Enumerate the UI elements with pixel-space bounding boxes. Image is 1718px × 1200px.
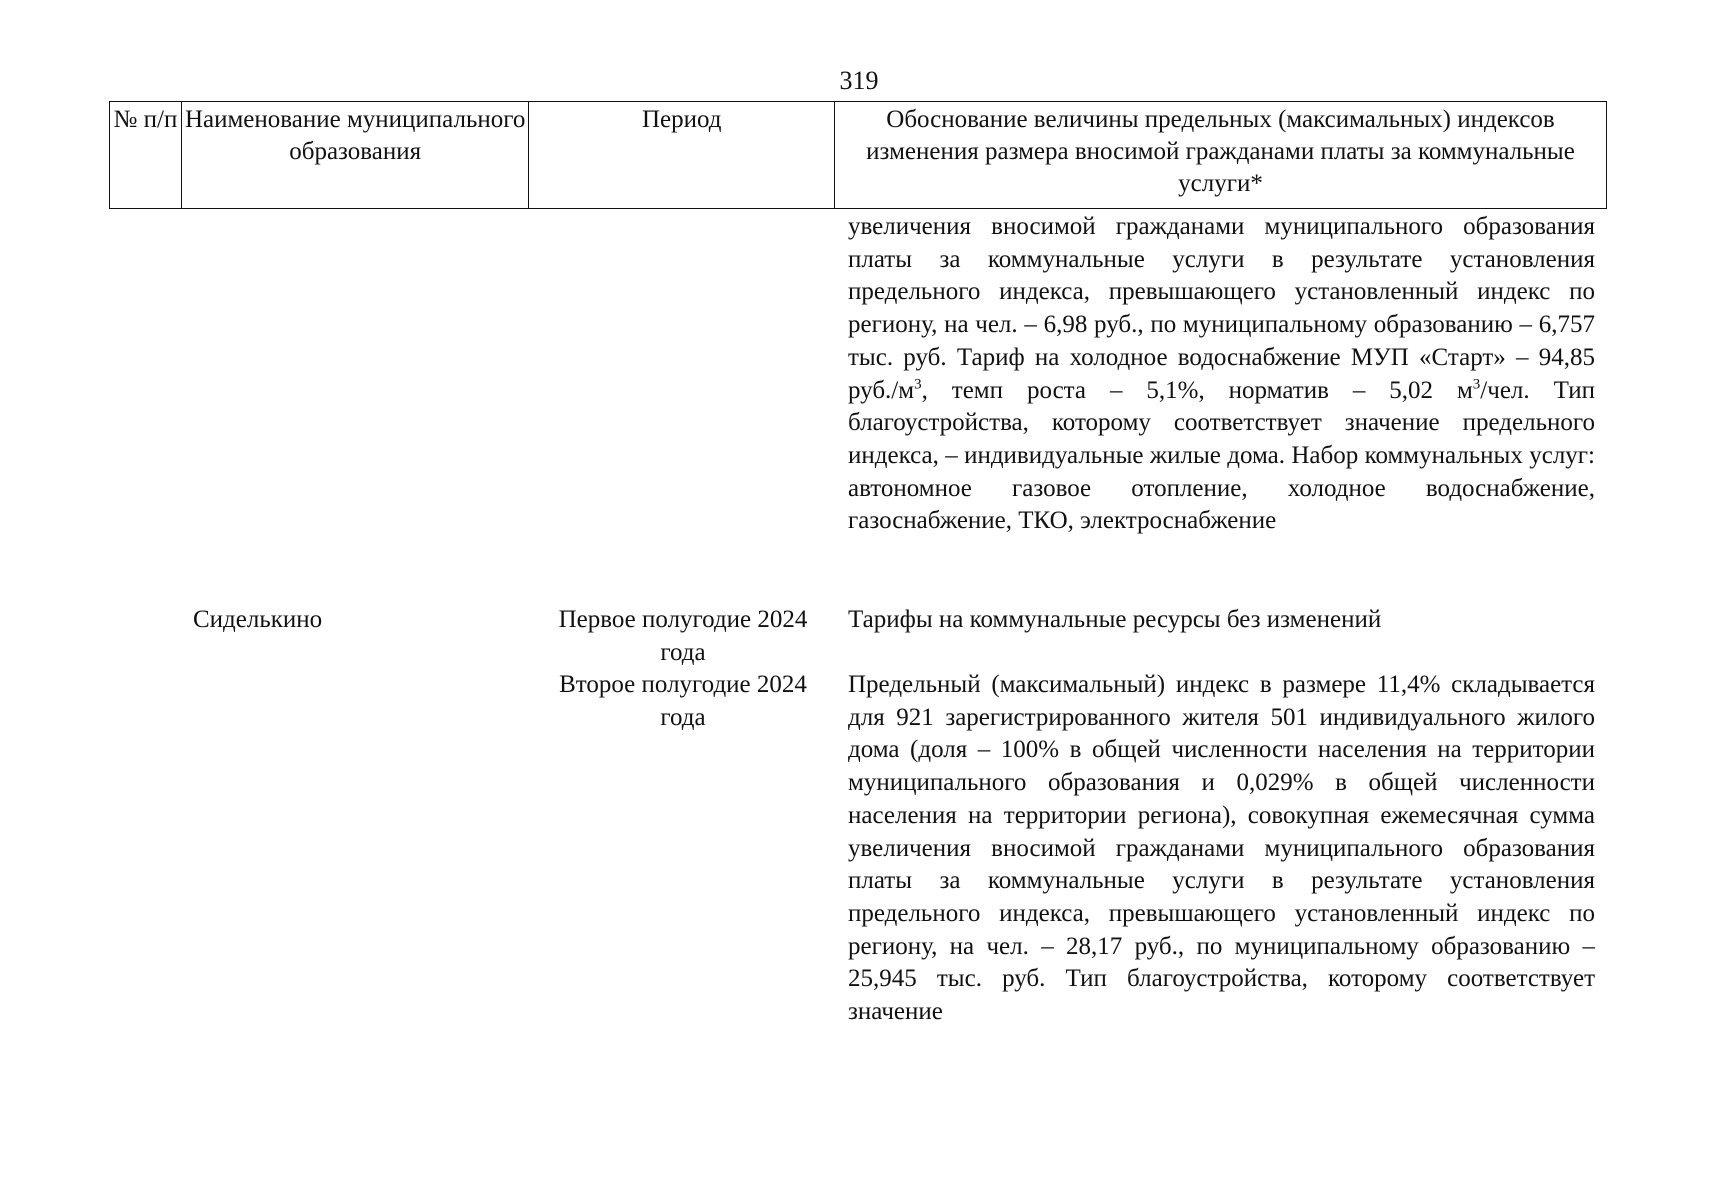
justification-first-half-text: Тарифы на коммунальные ресурсы без изменений bbox=[848, 606, 1382, 633]
table-header bbox=[109, 101, 1607, 209]
header-justification: Обоснование величины предельных (максимальных) индексов изменения размера вносимой гражданами платы за коммунальные услуги* bbox=[866, 106, 1575, 197]
justification-second-half bbox=[848, 669, 1595, 1029]
continuation-paragraph: увеличения вносимой гражданами муниципального образования платы за коммунальные услуги в результате установления предельного индекса, превышающего установленный индекс по региону, на чел. – 6,98 руб., по муниципальному образованию – 6,757 тыс. руб. Тариф на холодное водоснабжение МУП «Старт» – 94,85 $руб./м^3$, темп роста – 5,1%, норматив – 5,02 $м^3$/чел. Тип благоустройства, которому соответствует значение предельного индекса, – индивидуальные жилые дома. Набор коммунальных услуг: автономное газовое отопление, холодное водоснабжение, газоснабжение, ТКО, электроснабжение bbox=[848, 213, 1595, 535]
justification-first-half bbox=[848, 604, 1595, 637]
period-first-half: Первое полугодие 2024 года bbox=[558, 606, 808, 666]
municipality-name: Сиделькино bbox=[193, 606, 323, 633]
justification-second-half-text: Предельный (максимальный) индекс в размере 11,4% складывается для 921 зарегистрированного жителя 501 индивидуального жилого дома (доля – 100% в общей численности населения на территории муниципального образования и 0,029% в общей численности населения на территории региона), совокупная ежемесячная сумма увеличения вносимой гражданами муниципального образования платы за коммунальные услуги в результате установления предельного индекса, превышающего установленный индекс по региону, на чел. – 28,17 руб., по муниципальному образованию – 25,945 тыс. руб. Тип благоустройства, которому соответствует значение bbox=[848, 671, 1595, 1026]
period-second-half: Второе полугодие 2024 года bbox=[559, 671, 807, 731]
page-number: 319 bbox=[839, 66, 879, 95]
continuation-text bbox=[848, 211, 1595, 538]
header-num: № п/п bbox=[110, 102, 182, 208]
header-period: Период bbox=[529, 102, 835, 208]
header-municipality-name: Наименование муниципального образования bbox=[182, 102, 530, 208]
